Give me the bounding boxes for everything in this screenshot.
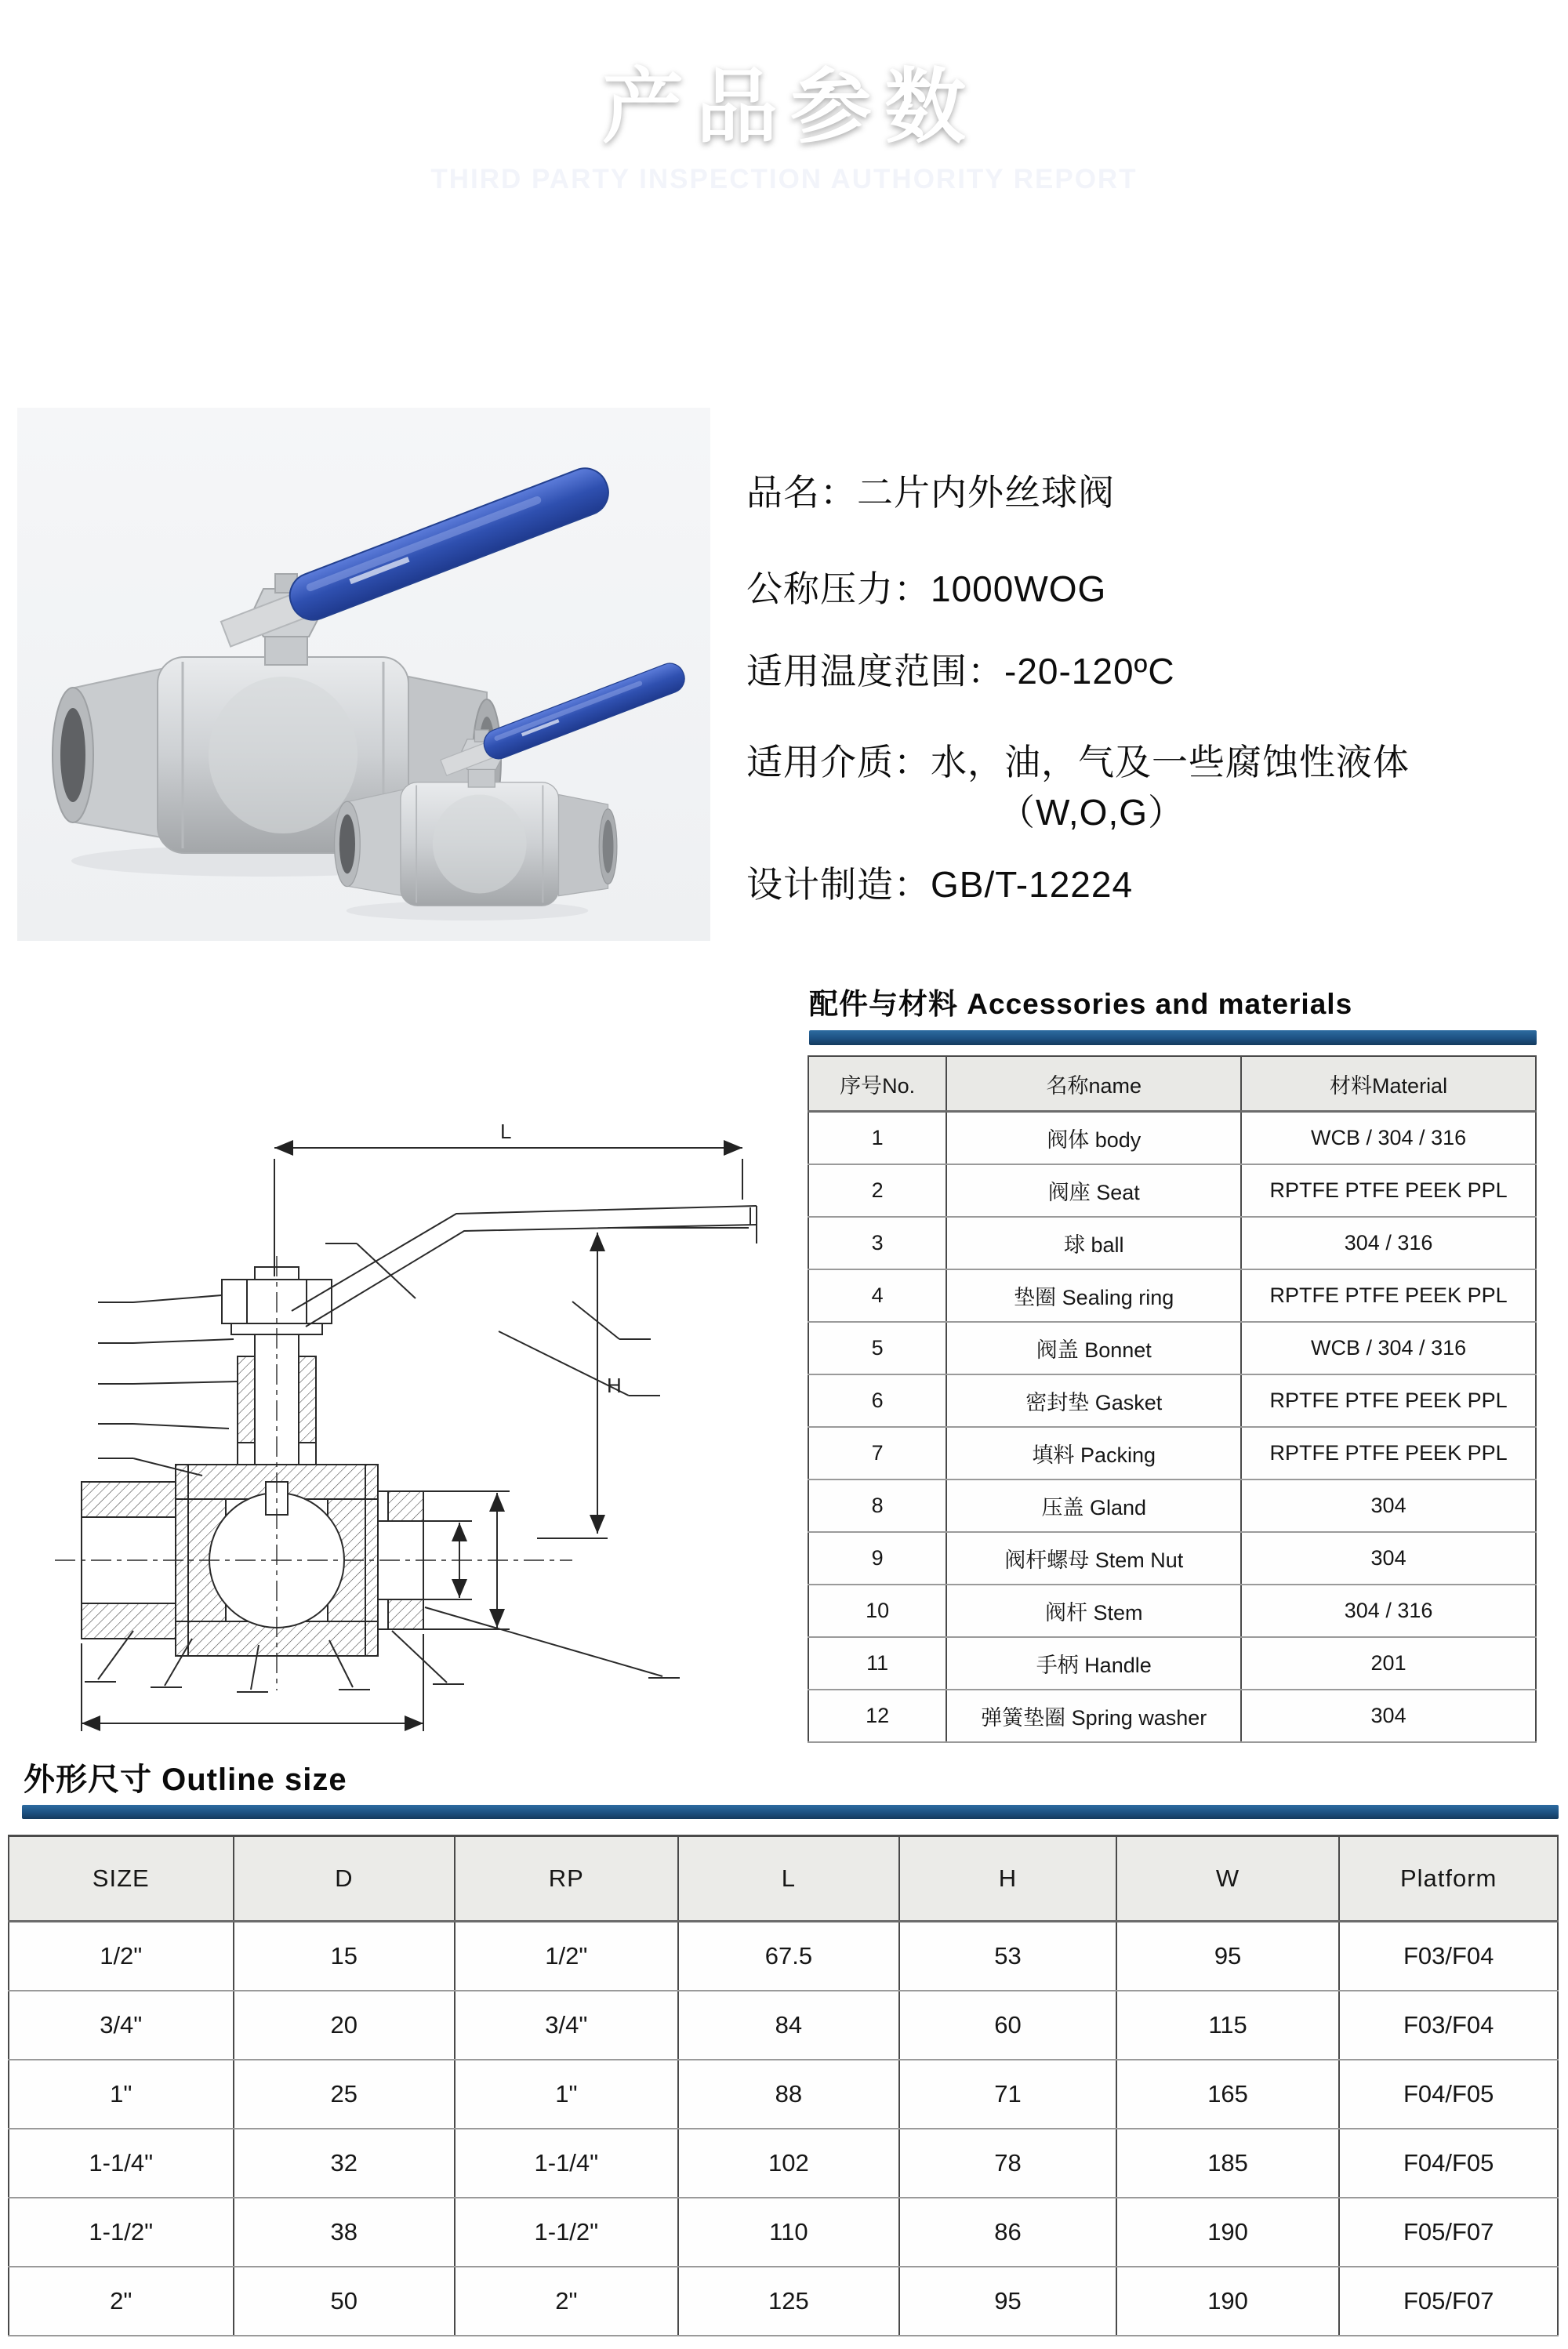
table-cell: 阀体 body [946,1112,1241,1165]
page-subtitle: THIRD PARTY INSPECTION AUTHORITY REPORT [430,163,1138,194]
table-cell: 弹簧垫圈 Spring washer [946,1690,1241,1742]
table-cell: 38 [234,2198,456,2267]
table-cell: 2 [808,1164,946,1217]
outline-section-title: 外形尺寸 Outline size [24,1763,347,1797]
table-cell: 53 [899,1922,1116,1991]
table-cell: 201 [1241,1637,1536,1690]
column-header: 序号No. [808,1056,946,1112]
table-cell: WCB / 304 / 316 [1241,1112,1536,1165]
table-cell: 9 [808,1532,946,1585]
table-cell: F03/F04 [1339,1991,1558,2060]
table-cell: 15 [234,1922,456,1991]
table-cell: 71 [899,2060,1116,2129]
table-cell: 阀杆螺母 Stem Nut [946,1532,1241,1585]
table-row [9,2198,1558,2267]
table-row [9,1991,1558,2060]
table-cell: 1" [9,2060,234,2129]
table-cell: 5 [808,1322,946,1374]
table-cell: 密封垫 Gasket [946,1374,1241,1427]
table-row [9,2129,1558,2198]
column-header: 名称name [946,1056,1241,1112]
table-row [9,1922,1558,1991]
table-cell: 165 [1116,2060,1340,2129]
column-header: SIZE [9,1836,234,1922]
table-cell: 304 / 316 [1241,1217,1536,1269]
table-cell: 11 [808,1637,946,1690]
table-cell: 78 [899,2129,1116,2198]
table-cell: F04/F05 [1339,2129,1558,2198]
column-header: D [234,1836,456,1922]
column-header: 材料Material [1241,1056,1536,1112]
table-cell: 1/2" [455,1922,678,1991]
table-cell: 304 / 316 [1241,1585,1536,1637]
outline-table-header [9,1836,1558,1922]
spec-line-product-name: 品名：二片内外丝球阀 [746,472,1115,513]
table-cell: 压盖 Gland [946,1479,1241,1532]
table-cell: 阀杆 Stem [946,1585,1241,1637]
table-cell: 25 [234,2060,456,2129]
table-row [808,1217,1536,1269]
outline-divider-bar [22,1805,1559,1819]
page-title: 产品参数 [601,61,978,153]
table-cell: F04/F05 [1339,2060,1558,2129]
table-cell: 1-1/4" [9,2129,234,2198]
accessories-table [808,1055,1537,1743]
table-cell: F05/F07 [1339,2198,1558,2267]
accessories-table-header [808,1056,1536,1112]
table-cell: 1" [455,2060,678,2129]
table-cell: 110 [678,2198,900,2267]
table-row [9,2060,1558,2129]
table-cell: 3/4" [455,1991,678,2060]
column-header: Platform [1339,1836,1558,1922]
table-cell: 1/2" [9,1922,234,1991]
outline-size-table [8,1835,1559,2336]
spec-line-pressure: 公称压力：1000WOG [746,568,1107,609]
table-cell: F03/F04 [1339,1922,1558,1991]
valve-cross-section-svg [24,1090,808,1748]
accessories-section-title: 配件与材料 Accessories and materials [809,988,1353,1020]
table-cell: 8 [808,1479,946,1532]
table-row [9,2267,1558,2336]
table-cell: 1-1/2" [455,2198,678,2267]
table-cell: 95 [899,2267,1116,2336]
table-cell: 2" [9,2267,234,2336]
outline-table-body [9,1922,1558,2336]
table-cell: 1-1/4" [455,2129,678,2198]
table-cell: 1-1/2" [9,2198,234,2267]
table-cell: 115 [1116,1991,1340,2060]
table-cell: 185 [1116,2129,1340,2198]
table-cell: 60 [899,1991,1116,2060]
ball-valve-photo-illustration [17,408,710,941]
table-row [808,1532,1536,1585]
table-cell: 304 [1241,1479,1536,1532]
spec-line-temperature: 适用温度范围：-20-120ºC [746,651,1175,692]
table-cell: 20 [234,1991,456,2060]
product-photo [17,408,710,941]
table-cell: 84 [678,1991,900,2060]
spec-line-media-wog: （W,O,G） [999,792,1185,833]
table-row [808,1269,1536,1322]
table-cell: 3/4" [9,1991,234,2060]
column-header: RP [455,1836,678,1922]
table-cell: 1 [808,1112,946,1165]
accessories-table-body [808,1112,1536,1743]
table-cell: 手柄 Handle [946,1637,1241,1690]
table-cell: 填料 Packing [946,1427,1241,1479]
table-cell: 4 [808,1269,946,1322]
table-row [808,1164,1536,1217]
table-cell: WCB / 304 / 316 [1241,1322,1536,1374]
table-cell: 304 [1241,1532,1536,1585]
table-cell: 阀盖 Bonnet [946,1322,1241,1374]
table-cell: 190 [1116,2267,1340,2336]
table-cell: RPTFE PTFE PEEK PPL [1241,1164,1536,1217]
table-row [808,1427,1536,1479]
table-cell: RPTFE PTFE PEEK PPL [1241,1427,1536,1479]
table-cell: 6 [808,1374,946,1427]
table-cell: RPTFE PTFE PEEK PPL [1241,1269,1536,1322]
table-cell: 垫圈 Sealing ring [946,1269,1241,1322]
table-row [808,1322,1536,1374]
table-cell: 3 [808,1217,946,1269]
column-header: W [1116,1836,1340,1922]
table-cell: 86 [899,2198,1116,2267]
table-row [808,1690,1536,1742]
table-cell: 12 [808,1690,946,1742]
table-cell: 2" [455,2267,678,2336]
table-cell: 球 ball [946,1217,1241,1269]
table-cell: 32 [234,2129,456,2198]
table-cell: 阀座 Seat [946,1164,1241,1217]
table-cell: RPTFE PTFE PEEK PPL [1241,1374,1536,1427]
table-cell: 88 [678,2060,900,2129]
table-cell: 125 [678,2267,900,2336]
column-header: H [899,1836,1116,1922]
header-banner [0,9,1568,249]
spec-line-media: 适用介质：水，油，气及一些腐蚀性液体 [746,742,1410,782]
table-row [808,1374,1536,1427]
accessories-divider-bar [809,1030,1537,1045]
table-cell: 50 [234,2267,456,2336]
table-row [808,1637,1536,1690]
spec-text-block [746,445,1566,916]
column-header: L [678,1836,900,1922]
table-row [808,1112,1536,1165]
dim-label-length: L [500,1120,512,1143]
table-cell: 7 [808,1427,946,1479]
table-cell: 95 [1116,1922,1340,1991]
valve-technical-drawing [24,1090,808,1748]
table-cell: 190 [1116,2198,1340,2267]
table-cell: 102 [678,2129,900,2198]
spec-line-standard: 设计制造：GB/T-12224 [746,864,1134,905]
dim-label-height: H [607,1374,622,1397]
table-cell: 10 [808,1585,946,1637]
table-row [808,1585,1536,1637]
table-row [808,1479,1536,1532]
table-cell: 304 [1241,1690,1536,1742]
table-cell: F05/F07 [1339,2267,1558,2336]
table-cell: 67.5 [678,1922,900,1991]
